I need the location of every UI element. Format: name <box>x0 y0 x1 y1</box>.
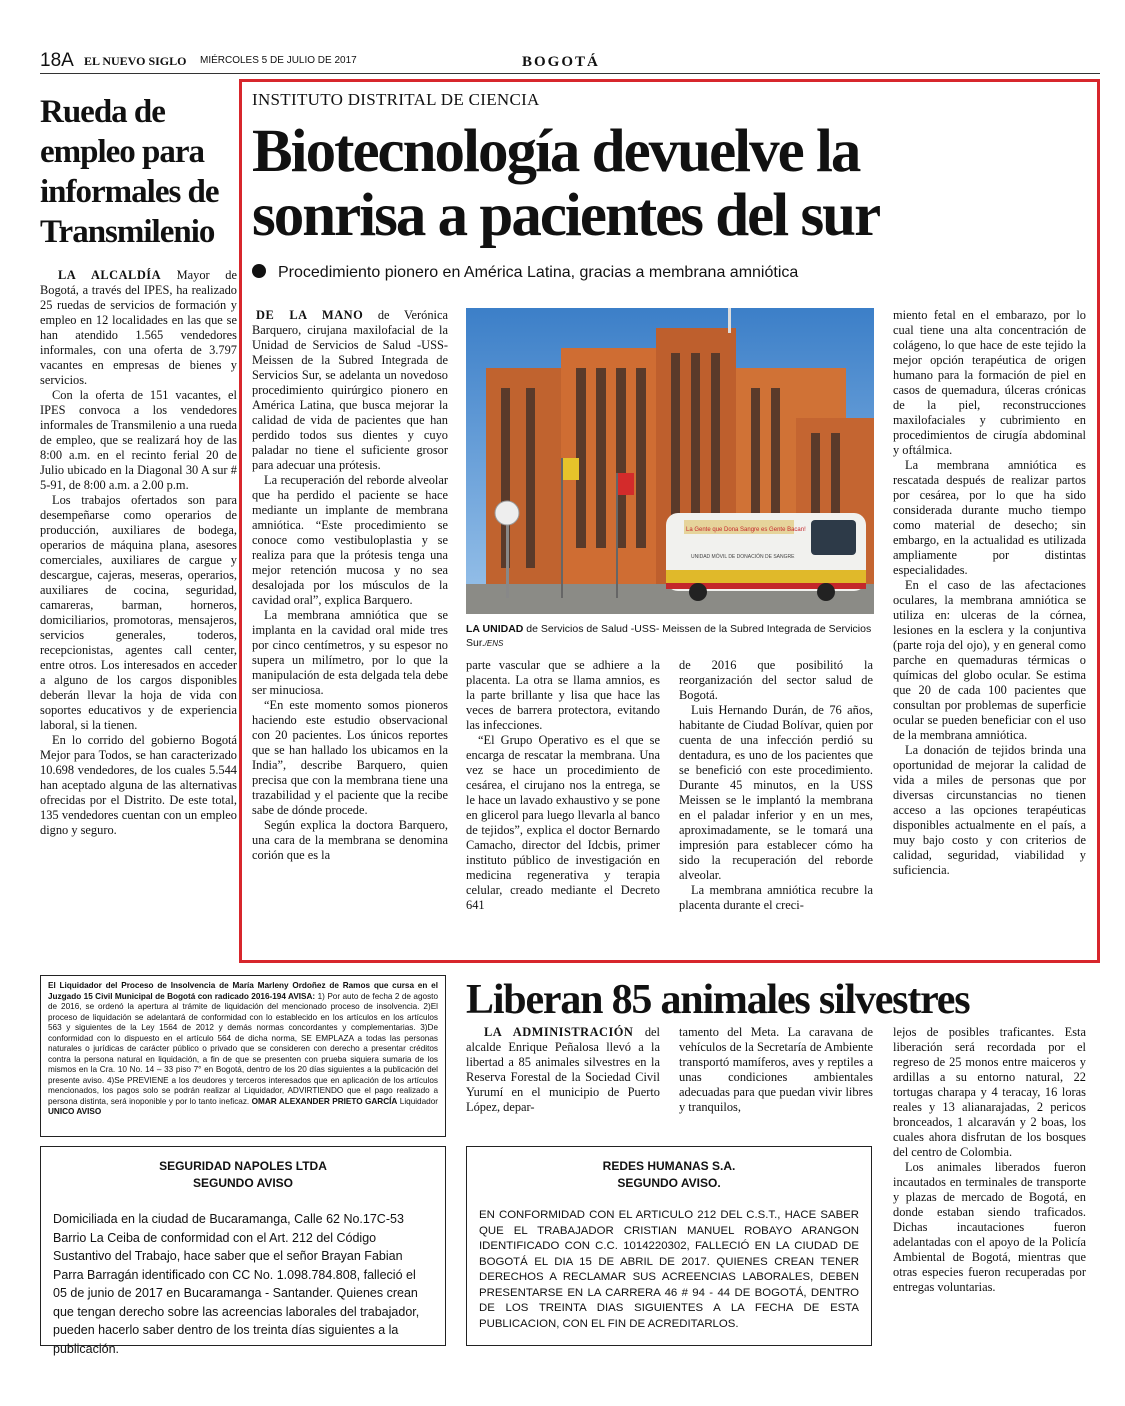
notice-redes-title: REDES HUMANAS S.A. <box>602 1159 736 1173</box>
notice-napoles-title: SEGURIDAD NAPOLES LTDA <box>159 1159 327 1173</box>
biotec-headline: Biotecnología devuelve la sonrisa a pacientes del sur <box>252 118 880 249</box>
biotec-column-2: parte vascular que se adhiere a la placenta. La otra se llama amnios, es la parte brillante y lisa que hace las veces de barrera protectora, evitando las infecciones. “El Grupo Operativo es el que se encarga de rescatar la membrana. Una vez se hace un procedimiento de cesárea, el cirujano nos la entrega, se le hace un lavado exhaustivo y se pone en glicerol para luego llevarla al banco de tejidos”, explica el doctor Bernardo Camacho, director del Idcbis, primer instituto público de investigación en medicina regenerativa y terapia celular, creado mediante el Decreto 641 <box>466 658 660 912</box>
section-name: BOGOTÁ <box>522 54 600 70</box>
bullet-icon <box>252 264 266 278</box>
animales-column-1: LA ADMINISTRACIÓN del alcalde Enrique Peñalosa llevó a la libertad a 85 animales silvestres en la Reserva Forestal de la Sociedad Civil Yurumí en el municipio de Puerto López, depar- <box>466 1025 660 1114</box>
biotec-article <box>252 90 1092 282</box>
biotec-column-3: de 2016 que posibilitó la reorganización del sector salud de Bogotá. Luis Hernando Durán, de 76 años, habitante de Ciudad Bolívar, quien por cuenta de una infección perdió su dentadura, es uno de los pacientes que se benefició con este procedimiento. Durante 45 minutos, en la USS Meissen se le implantó la membrana en el paladar inferior y en un mes, aproximadamente, se le tomará una impresión para establecer cómo ha sido la recuperación del reborde alveolar. La membrana amniótica recubre la placenta durante el creci- <box>679 658 873 912</box>
notice-napoles-subtitle: SEGUNDO AVISO <box>192 1176 293 1190</box>
page-number: 18A <box>40 50 74 71</box>
animales-lead: LA ADMINISTRACIÓN <box>484 1025 634 1039</box>
biotec-kicker: INSTITUTO DISTRITAL DE CIENCIA <box>252 90 540 109</box>
notice-redes-subtitle: SEGUNDO AVISO. <box>617 1176 721 1190</box>
transmilenio-lead: LA ALCALDÍA <box>58 268 162 282</box>
biotec-lead: DE LA MANO <box>256 308 364 322</box>
biotec-column-4: miento fetal en el embarazo, por lo cual tiene una alta concentración de colágeno, lo que hace de este tejido la mejor opción terapéutica de origen humano para la formación de piel en casos de quemadura, úlceras crónicas de la piel, reconstrucciones maxilofaciales y cubrimiento en procedimientos de cirugía abdominal y oftálmica. La membrana amniótica es rescatada después de realizar partos por cesárea, por lo que ha sido considerada durante mucho tiempo como material de desecho; sin embargo, en la actualidad es utilizada ampliamente por distintas especialidades. En el caso de las afectaciones oculares, la membrana amniótica se utiliza en: ulceras de la córnea, lesiones en la esclera y la conjuntiva (parte roja del ojo), y en general como parche en quemaduras térmicas o químicas del globo ocular. Se estima que 20 de cada 100 pacientes que consultan por problemas de superficie ocular se pueden beneficiar con el uso de la membrana amniótica. La donación de tejidos brinda una oportunidad de mejorar la calidad de vida a miles de personas que por diversas circunstancias no tienen acceso a las opciones terapéuticas disponibles actualmente en el país, a muy bajo costo y con criterios de calidad, seguridad, viabilidad y suficiencia. <box>893 308 1086 877</box>
notice-napoles-body: Domiciliada en la ciudad de Bucaramanga, Calle 62 No.17C-53 Barrio La Ceiba de conformidad con el Art. 212 del Código Sustantivo del Trabajo, hace saber que el señor Brayan Fabian Parra Barragán identificado con CC No. 1.098.784.808, falleció el 05 de junio de 2017 en Bucaramanga - Santander. Quienes crean que tengan derecho sobre las acreencias laborales del trabajador, pueden hacerlo saber dentro de los treinta días siguientes a la publicación. <box>53 1212 420 1356</box>
biotec-subhead: Procedimiento pionero en América Latina, gracias a membrana amniótica <box>252 264 1092 282</box>
photo-caption: LA UNIDAD de Servicios de Salud -USS- Meissen de la Subred Integrada de Servicios Sur./ENS <box>466 623 872 649</box>
animales-column-3: lejos de posibles traficantes. Esta liberación será recordada por el regreso de 25 monos entre maiceros y ardillas a su entorno natural, 22 tortugas charapa y 4 teracay, 16 loras reales y 13 alianarajadas, 2 pericos bronceados, 1 alcaraván y 2 boas, los cuales ahora disfrutan de los bosques del centro de Colombia. Los animales liberados fueron incautados en terminales de transporte y plazas de mercado de Bogotá, en donde estaban siendo traficados. Dichas incautaciones fueron adelantadas con el apoyo de la Policía Ambiental de Bogotá, mientras que otras especies fueron recuperadas por entregas voluntarias. <box>893 1025 1086 1294</box>
transmilenio-paragraph: LA ALCALDÍA Mayor de Bogotá, a través del IPES, ha realizado 25 ruedas de servicios de formación y empleo en 12 localidades en las que se han atendido 1.565 vendedores informales, con una oferta de 3.797 vacantes en empresas de bienes y servicios. <box>40 268 237 387</box>
biotec-column-1: DE LA MANO de Verónica Barquero, cirujana maxilofacial de la Unidad de Servicios de Salud -USS- Meissen de la Subred Integrada de Servicios Sur, se adelanta un novedoso procedimiento quirúrgico pionero en América Latina, que busca mejorar la calidad de vida de pacientes que han perdido todos sus dientes y cuyo paladar no tiene el suficiente grosor para adecuar una prótesis. La recuperación del reborde alveolar que ha perdido el paciente se hace mediante un implante de membrana amniótica. “Este procedimiento se conoce como vestibuloplastia y se realiza para que la prótesis tenga una mejor retención mucosa y no sea desalojada por los músculos de la cavidad oral”, explica Barquero. La membrana amniótica que se implanta en la cavidad oral mide tres por cinco centímetros, y su espesor no supera un milímetro, por lo que la manipulación de esta delgada tela debe ser minuciosa. “En este momento somos pioneros haciendo este estudio observacional con 20 pacientes. Los únicos reportes que se han hallado los ubicamos en la India”, describe Barquero, quien precisa que con la membrana tiene una trazabilidad y el paciente que la recibe sabe de dónde procede. Según explica la doctora Barquero, una cara de la membrana se denomina corión que es la <box>252 308 448 862</box>
bus-sign-text: La Gente que Dona Sangre es Gente Bacan! <box>686 527 806 533</box>
notice-insolvencia: El Liquidador del Proceso de Insolvencia de María Marleny Ordoñez de Ramos que cursa en el Juzgado 15 Civil Municipal de Bogotá con radicado 2016-194 AVISA: 1) Por auto de fecha 2 de agosto de 2016, se ordenó la apertura al trámite de liquidación del mencionado proceso de insolvencia. 2)El proceso de liquidación se adelantará de conformidad con lo establecido en los artículos en los artículos 563 y siguientes de la Ley 1564 de 2012 y demás normas concordantes y complementarias. 3)De conformidad con lo dispuesto en el artículo 564 de dicha norma, SE EMPLAZA a todas las personas naturales o jurídicas de carácter público o privado que se consideren con derecho a presentar créditos contra la persona natural en liquidación, a fin de que se presenten con prueba siquiera sumaria de los mismos en la Cra. 10 No. 14 – 33 piso 7° en Bogotá, dentro de los 20 días siguientes a la publicación del presente aviso. 4)Se PREVIENE a los deudores y terceros interesados que en aplicación de los artículos mencionados, los pagos solo se podrán realizar al Liquidador, ADVIRTIENDO que el pago realizado a persona distinta, será inoponible y por lo tanto ineficaz. OMAR ALEXANDER PRIETO GARCÍA Liquidador UNICO AVISO <box>40 975 446 1137</box>
hospital-building-illustration <box>466 308 874 614</box>
transmilenio-paragraph: En lo corrido del gobierno Bogotá Mejor para Todos, se han caracterizado 10.698 vendedores, de los cuales 5.544 han aceptado alguna de las alternativas ofrecidas por el Distrito. De este total, 135 vendedores cuentan con un empleo digno y seguro. <box>40 733 237 837</box>
bus-side-text: UNIDAD MÓVIL DE DONACIÓN DE SANGRE <box>691 554 795 560</box>
issue-date: MIÉRCOLES 5 DE JULIO DE 2017 <box>200 55 357 66</box>
page-header <box>40 50 1100 74</box>
transmilenio-paragraph: Con la oferta de 151 vacantes, el IPES convoca a los vendedores informales de Transmilenio a una rueda de empleo, que se realizará hoy de las 8:00 a.m. en el recinto ferial 20 de Julio ubicado en la Diagonal 30 A sur # 5-91, de 8:00 a.m. a 2.00 p.m. <box>40 388 237 492</box>
transmilenio-headline: Rueda de empleo para informales de Transmilenio <box>40 94 219 250</box>
transmilenio-article <box>40 92 237 838</box>
biotec-photo <box>466 308 874 614</box>
transmilenio-paragraph: Los trabajos ofertados son para desempeñarse como operarios de producción, auxiliares de bodega, operarios de máquina plana, asesores comerciales, auxiliares de cargue y descargue, cajeras, meseras, operarios, auxiliares de cocina, seguridad, camareras, barman, horneros, domiciliarios, promotoras, mensajeros, servicios generales, toderos, recepcionistas, agentes call center, entre otros. Los interesados en acceder a alguno de los cargos disponibles deberán llevar la hoja de vida con soportes educativos y de experiencia laboral, si la tienen. <box>40 493 237 732</box>
notice-napoles <box>40 1146 446 1356</box>
animales-headline: Liberan 85 animales silvestres <box>466 977 970 1023</box>
animales-column-2: tamento del Meta. La caravana de vehículos de la Secretaría de Ambiente transportó mamíferos, aves y reptiles a unas condiciones ambientales adecuadas para que puedan vivir libres y tranquilos, <box>679 1025 873 1114</box>
notice-redes-body: EN CONFORMIDAD CON EL ARTICULO 212 DEL C.S.T., HACE SABER QUE EL TRABAJADOR CRISTIAN MANUEL ROBAYO ARANGON IDENTIFICADO CON C.C. 1014220302, FALLECIÓ EN LA CIUDAD DE BOGOTÁ EL DIA 15 DE ABRIL DE 2017. QUIENES CREAN TENER DERECHOS A RECLAMAR SUS ACREENCIAS LABORALES, DEBEN PRESENTARSE EN LA CARRERA 46 # 94 - 44 DE BOGOTÁ, DENTRO DE LOS TREINTA DIAS SIGUIENTES A LA FECHA DE ESTA PUBLICACION, CON EL FIN DE ACREDITARLOS. <box>479 1209 859 1330</box>
newspaper-name: EL NUEVO SIGLO <box>84 54 187 68</box>
notice-redes <box>466 1146 872 1346</box>
